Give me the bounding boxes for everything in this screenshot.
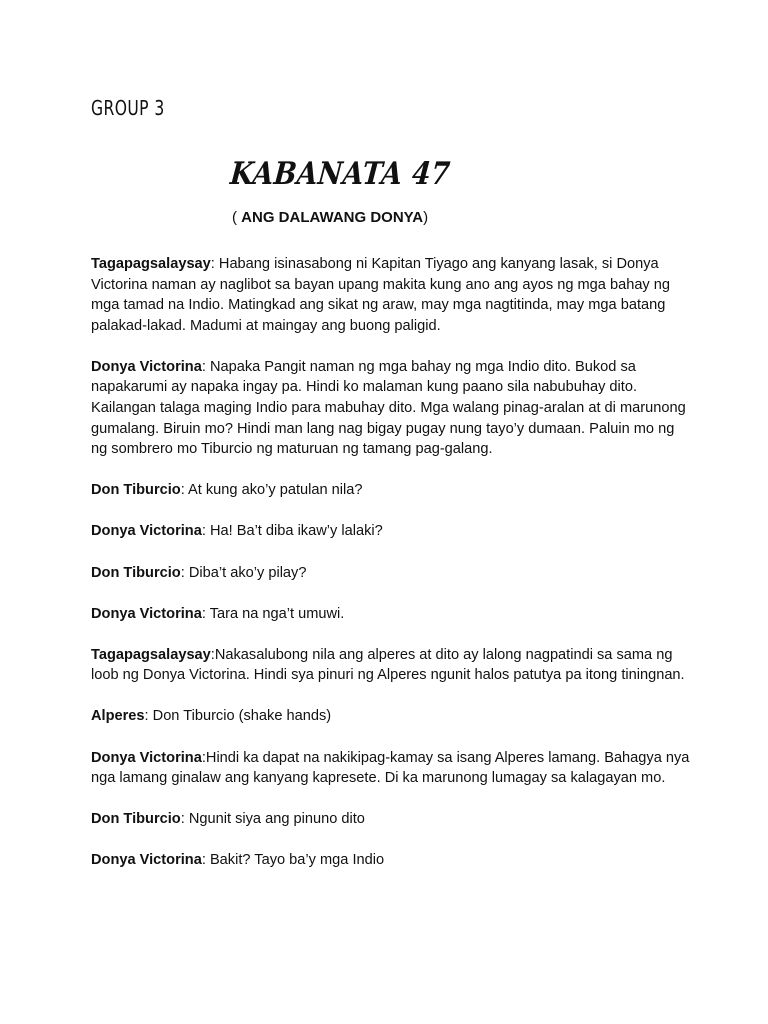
subtitle-text: ANG DALAWANG DONYA — [241, 209, 424, 226]
dialogue-text: :Hindi ka dapat na nakikipag-kamay sa isang Alperes lamang. Bahagya nya nga lamang ginalaw ang kanyang kapresete. Di ka marunong lumagay sa kalagayan mo. — [91, 749, 690, 787]
dialogue-text: : Tara na nga’t umuwi. — [201, 605, 345, 622]
dialogue-text: : Ha! Ba’t diba ikaw’y lalaki? — [201, 523, 383, 540]
dialogue-entry — [91, 563, 691, 584]
dialogue-entry — [91, 604, 691, 625]
dialogue-entry — [91, 706, 691, 727]
dialogue-text: : Diba’t ako’y pilay? — [180, 564, 307, 581]
dialogue-entry — [91, 645, 691, 686]
dialogue-entry — [91, 850, 691, 871]
dialogue-entry — [91, 748, 691, 789]
speaker-name: Don Tiburcio — [91, 811, 181, 828]
dialogue-text: :Nakasalubong nila ang alperes at dito ay lalong nagpatindi sa sama ng loob ng Donya Victorina. Hindi sya pinuri ng Alperes ngunit halos patutya pa itong tiningnan. — [91, 646, 685, 684]
dialogue-text: : Habang isinasabong ni Kapitan Tiyago ang kanyang lasak, si Donya Victorina naman ay naglibot sa bayan upang makita kung ano ang ayos ng mga bahay ng mga tamad na Indio. Matingkad ang sikat ng araw, may mga nagtitinda, may mga batang palakad-lakad. Madumi at maingay ang buong paligid. — [91, 256, 671, 334]
speaker-name: Donya Victorina — [91, 523, 202, 540]
speaker-name: Don Tiburcio — [91, 564, 181, 581]
speaker-name: Tagapagsalaysay — [91, 256, 211, 272]
speaker-name: Donya Victorina — [91, 358, 202, 375]
dialogue-entry — [91, 521, 691, 542]
dialogue-text: : Ngunit siya ang pinuno dito — [180, 811, 365, 828]
speaker-name: Donya Victorina — [91, 749, 202, 766]
dialogue-entry — [91, 809, 691, 830]
speaker-name: Alperes — [91, 708, 145, 725]
speaker-name: Don Tiburcio — [91, 482, 181, 499]
dialogue-entry — [91, 480, 691, 501]
speaker-name: Donya Victorina — [91, 852, 202, 869]
dialogue-text: : Bakit? Tayo ba’y mga Indio — [201, 852, 385, 869]
dialogue-text: : Don Tiburcio (shake hands) — [144, 708, 332, 725]
group-label: GROUP 3 — [91, 96, 165, 120]
subtitle-open-paren: ( — [232, 209, 242, 226]
speaker-name: Donya Victorina — [91, 605, 202, 622]
chapter-title: KABANATA 47 — [228, 156, 452, 192]
dialogue-entry — [91, 357, 691, 460]
chapter-subtitle — [232, 209, 428, 226]
dialogue-entry — [91, 254, 691, 336]
subtitle-close-paren: ) — [423, 209, 429, 226]
dialogue-text: : At kung ako’y patulan nila? — [180, 482, 363, 499]
script-body — [91, 254, 691, 891]
speaker-name: Tagapagsalaysay — [91, 646, 211, 663]
dialogue-text: : Napaka Pangit naman ng mga bahay ng mga Indio dito. Bukod sa napakarumi ay napaka ingay pa. Hindi ko malaman kung paano sila nabubuhay dito. Kailangan talaga maging Indio para mabuhay dito. Mga walang pinag-aralan at di marunong gumalang. Biruin mo? Hindi man lang nag bigay pugay nung tayo’y dumaan. Paluin mo ng ng sombrero mo Tiburcio ng maturuan ng tamang pag-galang. — [91, 358, 686, 458]
